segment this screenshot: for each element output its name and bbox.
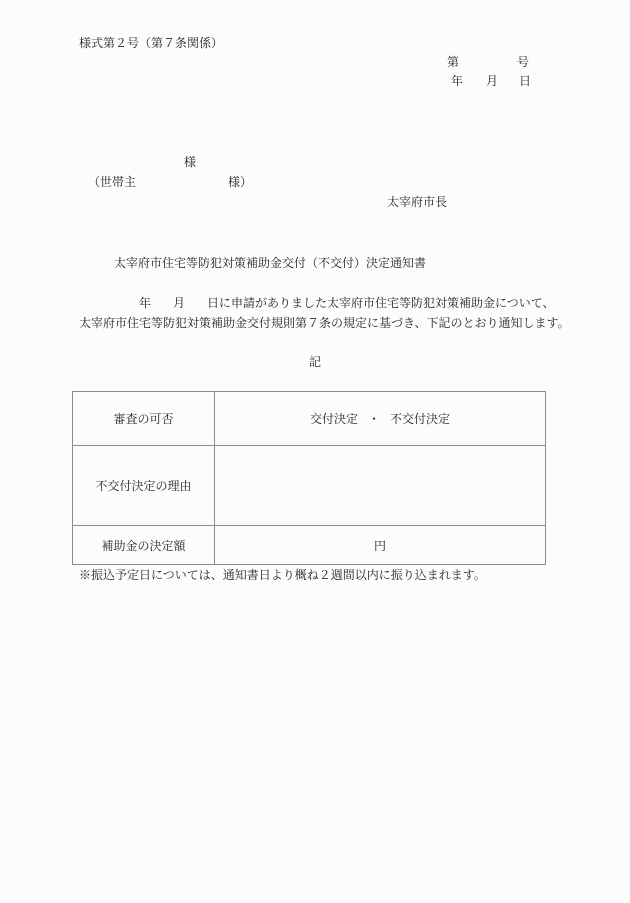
issuer: 太宰府市長 bbox=[387, 195, 448, 209]
body-line-1 bbox=[139, 296, 555, 310]
body-month: 月 bbox=[173, 296, 186, 310]
denial-reason-label: 不交付決定の理由 bbox=[73, 446, 215, 526]
body-year: 年 bbox=[139, 296, 152, 310]
addressee-honorific: 様 bbox=[184, 155, 197, 169]
ki-heading: 記 bbox=[309, 355, 322, 369]
reference-number-prefix: 第 bbox=[447, 55, 460, 69]
document-title: 太宰府市住宅等防犯対策補助金交付（不交付）決定通知書 bbox=[114, 256, 427, 270]
body-line-2: 太宰府市住宅等防犯対策補助金交付規則第７条の規定に基づき、下記のとおり通知します。 bbox=[79, 316, 570, 330]
review-result-value bbox=[215, 392, 546, 446]
date-year-label: 年 bbox=[451, 74, 464, 88]
option-deny[interactable]: 不交付決定 bbox=[390, 412, 451, 426]
form-number: 様式第２号（第７条関係） bbox=[79, 36, 224, 50]
option-grant[interactable]: 交付決定 bbox=[309, 412, 358, 426]
denial-reason-value[interactable] bbox=[215, 446, 546, 526]
householder-line bbox=[88, 175, 252, 189]
table-row bbox=[73, 446, 546, 526]
review-result-label: 審査の可否 bbox=[73, 392, 215, 446]
subsidy-amount-value[interactable]: 円 bbox=[215, 526, 546, 565]
subsidy-amount-label: 補助金の決定額 bbox=[73, 526, 215, 565]
decision-table bbox=[72, 391, 546, 565]
date-month-label: 月 bbox=[486, 74, 499, 88]
option-separator: ・ bbox=[367, 412, 380, 426]
transfer-note: ※振込予定日については、通知書日より概ね２週間以内に振り込まれます。 bbox=[79, 568, 486, 582]
reference-number-suffix: 号 bbox=[517, 55, 530, 69]
date-day-label: 日 bbox=[519, 74, 532, 88]
householder-prefix: （世帯主 bbox=[88, 175, 137, 189]
body-line1-text: 日に申請がありました太宰府市住宅等防犯対策補助金について、 bbox=[207, 296, 555, 310]
table-row bbox=[73, 526, 546, 565]
table-row bbox=[73, 392, 546, 446]
householder-suffix: 様） bbox=[228, 175, 253, 189]
